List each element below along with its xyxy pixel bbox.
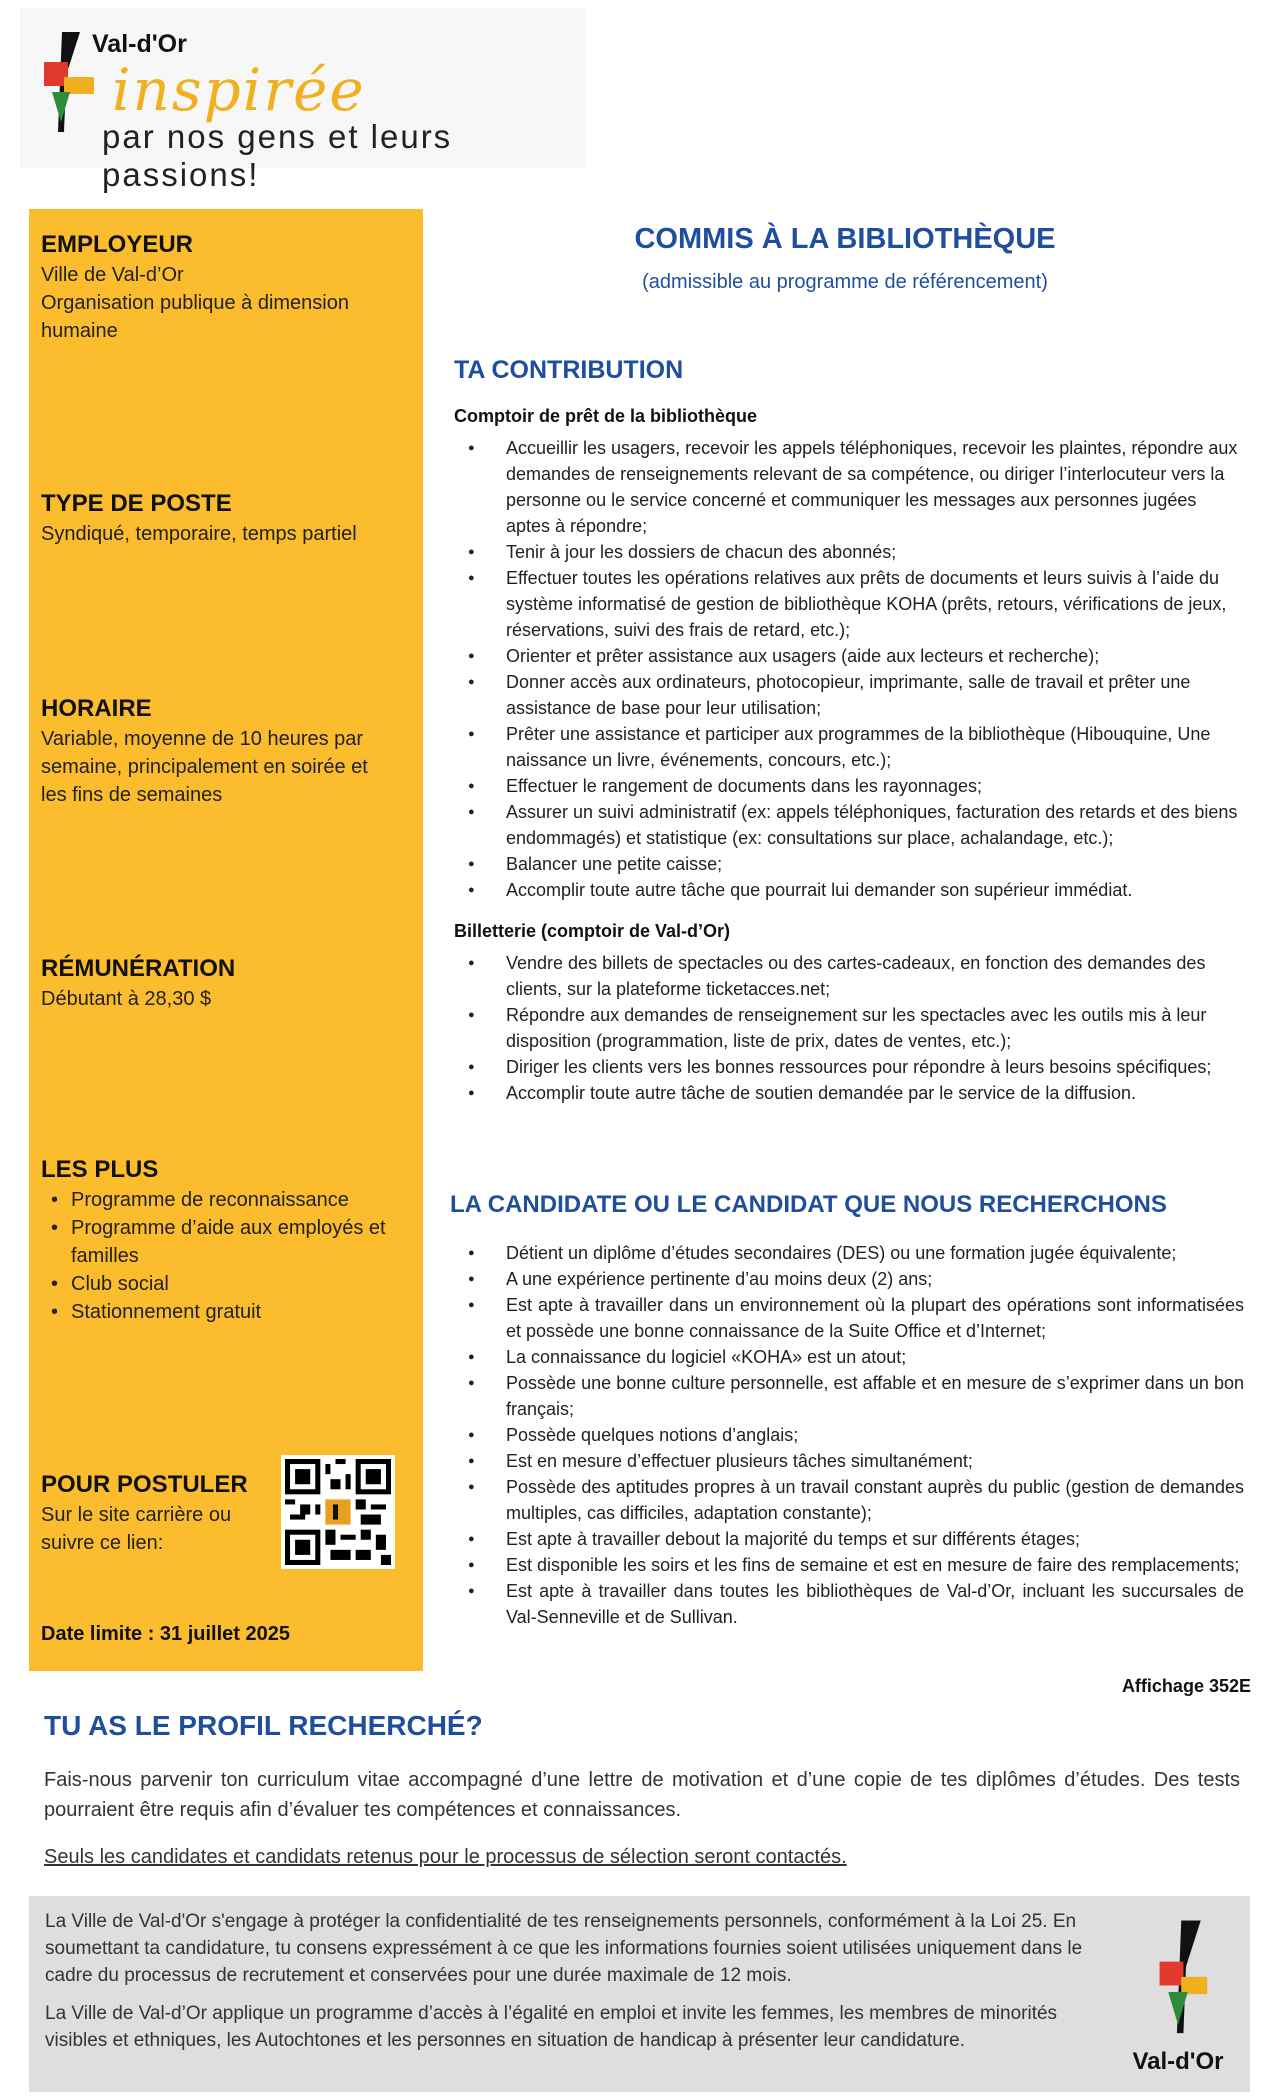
perks-section <box>41 1156 411 1326</box>
duty-item: ● Donner accès aux ordinateurs, photocopieur, imprimante, salle de travail et prêter une assistance de base pour leur utilisation; <box>454 669 1244 721</box>
contribution-title: TA CONTRIBUTION <box>454 356 684 384</box>
duty-item: ● Accomplir toute autre tâche de soutien demandée par le service de la diffusion. <box>454 1080 1244 1106</box>
job-subtitle: (admissible au programme de référencement) <box>642 271 1048 293</box>
duty-item: ● Vendre des billets de spectacles ou des cartes-cadeaux, en fonction des demandes des clients, sur la plateforme ticketacces.net; <box>454 950 1244 1002</box>
header-tagline: par nos gens et leurs passions! <box>102 118 453 193</box>
ticketing-subtitle: Billetterie (comptoir de Val-d’Or) <box>454 921 731 941</box>
privacy-notice: La Ville de Val-d'Or s'engage à protéger la confidentialité de tes renseignements personnels, conformément à la Loi 25. En soumettant ta candidature, tu consens expressément à ce que les informations fournies soient utilisées uniquement dans le cadre du processus de recrutement et conservées pour une durée maximale de 12 mois. <box>45 1911 1083 1986</box>
apply-line: suivre ce lien: <box>41 1532 164 1554</box>
duty-item: ● Diriger les clients vers les bonnes ressources pour répondre à leurs besoins spécifiques; <box>454 1054 1244 1080</box>
counter-duties-list <box>454 435 1244 903</box>
pay-text: Débutant à 28,30 $ <box>41 988 212 1010</box>
apply-qr-code[interactable] <box>281 1455 395 1569</box>
duty-item: ● Accueillir les usagers, recevoir les appels téléphoniques, recevoir les plaintes, répondre aux demandes de renseignements relevant de sa compétence, ou diriger l’interlocuteur vers la personne ou le service concerné et communiquer les messages aux personnes jugées aptes à répondre; <box>454 435 1244 539</box>
requirement-item: ● La connaissance du logiciel «KOHA» est un atout; <box>454 1344 1244 1370</box>
ticketing-duties-list <box>454 950 1244 1106</box>
footer-brand: Val-d'Or <box>1132 2048 1224 2075</box>
schedule-line: semaine, principalement en soirée et <box>41 756 368 778</box>
requirement-item: ● Possède des aptitudes propres à un travail constant auprès du public (gestion de demandes multiples, cas difficiles, adaptation constante); <box>454 1474 1244 1526</box>
perk-item: • Programme d’aide aux employés et familles <box>41 1214 411 1270</box>
requirement-item: ● Est en mesure d’effectuer plusieurs tâches simultanément; <box>454 1448 1244 1474</box>
duty-item: ● Balancer une petite caisse; <box>454 851 1244 877</box>
perks-list <box>41 1186 411 1326</box>
profile-text: Fais-nous parvenir ton curriculum vitae accompagné d’une lettre de motivation et d’une copie de tes diplômes d’études. Des tests pourraient être requis afin d’évaluer tes compétences et connaissances. <box>44 1769 1240 1821</box>
profile-note: Seuls les candidates et candidats retenus pour le processus de sélection seront contactés. <box>44 1846 847 1868</box>
schedule-line: les fins de semaines <box>41 784 223 806</box>
candidate-requirements-list <box>454 1240 1244 1630</box>
schedule-section <box>41 695 411 809</box>
header-brand: Val-d'Or <box>92 30 187 58</box>
job-info-sidebar <box>29 209 423 1671</box>
requirement-item: ● Possède une bonne culture personnelle, est affable et en mesure de s’exprimer dans un bon français; <box>454 1370 1244 1422</box>
posting-reference: Affichage 352E <box>1121 1676 1251 1696</box>
equality-notice: La Ville de Val-d’Or applique un programme d’accès à l’égalité en emploi et invite les femmes, les membres de minorités visibles et ethniques, les Autochtones et les personnes en situation de handicap à présenter leur candidature. <box>45 2003 1058 2051</box>
requirement-item: ● Détient un diplôme d’études secondaires (DES) ou une formation jugée équivalente; <box>454 1240 1244 1266</box>
counter-subtitle: Comptoir de prêt de la bibliothèque <box>454 406 758 426</box>
apply-section <box>41 1471 271 1557</box>
apply-title: POUR POSTULER <box>41 1471 248 1498</box>
job-type-title: TYPE DE POSTE <box>41 490 232 517</box>
job-type-section <box>41 490 411 548</box>
duty-item: ● Effectuer le rangement de documents dans les rayonnages; <box>454 773 1244 799</box>
candidate-title: LA CANDIDATE OU LE CANDIDAT QUE NOUS RECHERCHONS <box>450 1191 1167 1218</box>
requirement-item: ● Est apte à travailler debout la majorité du temps et sur différents étages; <box>454 1526 1244 1552</box>
duty-item: ● Orienter et prêter assistance aux usagers (aide aux lecteurs et recherche); <box>454 643 1244 669</box>
pay-section <box>41 955 411 1013</box>
requirement-item: ● Possède quelques notions d’anglais; <box>454 1422 1244 1448</box>
perk-item: • Club social <box>41 1270 411 1298</box>
duty-item: ● Effectuer toutes les opérations relatives aux prêts de documents et leurs suivis à l’aide du système informatisé de gestion de bibliothèque KOHA (prêts, retours, vérifications de jeux, réservations, suivi des frais de retard, etc.); <box>454 565 1244 643</box>
footer <box>29 1896 1250 2092</box>
duty-item: ● Accomplir toute autre tâche que pourrait lui demander son supérieur immédiat. <box>454 877 1244 903</box>
header-logo <box>20 8 585 193</box>
duty-item: ● Répondre aux demandes de renseignement sur les spectacles avec les outils mis à leur disposition (programmation, liste de prix, dates de ventes, etc.); <box>454 1002 1244 1054</box>
job-type-text: Syndiqué, temporaire, temps partiel <box>41 523 357 545</box>
application-deadline: Date limite : 31 juillet 2025 <box>41 1623 290 1645</box>
duty-item: ● Assurer un suivi administratif (ex: appels téléphoniques, facturation des retards et des biens endommagés) et statistique (ex: consultations sur place, achalandage, etc.); <box>454 799 1244 851</box>
footer-logo <box>1128 1914 1228 2084</box>
requirement-item: ● Est apte à travailler dans toutes les bibliothèques de Val-d’Or, incluant les succursales de Val-Senneville et de Sullivan. <box>454 1578 1244 1630</box>
employer-title: EMPLOYEUR <box>41 231 194 258</box>
requirement-item: ● Est apte à travailler dans un environnement où la plupart des opérations sont informatisées et possède une bonne connaissance de la Suite Office et d’Internet; <box>454 1292 1244 1344</box>
apply-line: Sur le site carrière ou <box>41 1504 232 1526</box>
requirement-item: ● Est disponible les soirs et les fins de semaine et est en mesure de faire des remplacements; <box>454 1552 1244 1578</box>
job-title: COMMIS À LA BIBLIOTHÈQUE <box>634 223 1056 255</box>
employer-line: Ville de Val-d’Or <box>41 264 184 286</box>
pay-title: RÉMUNÉRATION <box>41 955 236 982</box>
perk-item: • Programme de reconnaissance <box>41 1186 411 1214</box>
perk-item: • Stationnement gratuit <box>41 1298 411 1326</box>
profile-title: TU AS LE PROFIL RECHERCHÉ? <box>44 1710 483 1741</box>
perks-title: LES PLUS <box>41 1156 159 1183</box>
qr-code-icon <box>285 1459 391 1565</box>
employer-section <box>41 231 411 345</box>
header-script-text: inspirée <box>112 56 366 124</box>
schedule-line: Variable, moyenne de 10 heures par <box>41 728 364 750</box>
duty-item: ● Tenir à jour les dossiers de chacun des abonnés; <box>454 539 1244 565</box>
schedule-title: HORAIRE <box>41 695 152 722</box>
employer-line: Organisation publique à dimension <box>41 292 349 314</box>
duty-item: ● Prêter une assistance et participer aux programmes de la bibliothèque (Hibouquine, Une naissance un livre, événements, concours, etc.); <box>454 721 1244 773</box>
val-dor-emblem-icon <box>1128 1914 1228 2044</box>
requirement-item: ● A une expérience pertinente d’au moins deux (2) ans; <box>454 1266 1244 1292</box>
employer-line: humaine <box>41 320 118 342</box>
